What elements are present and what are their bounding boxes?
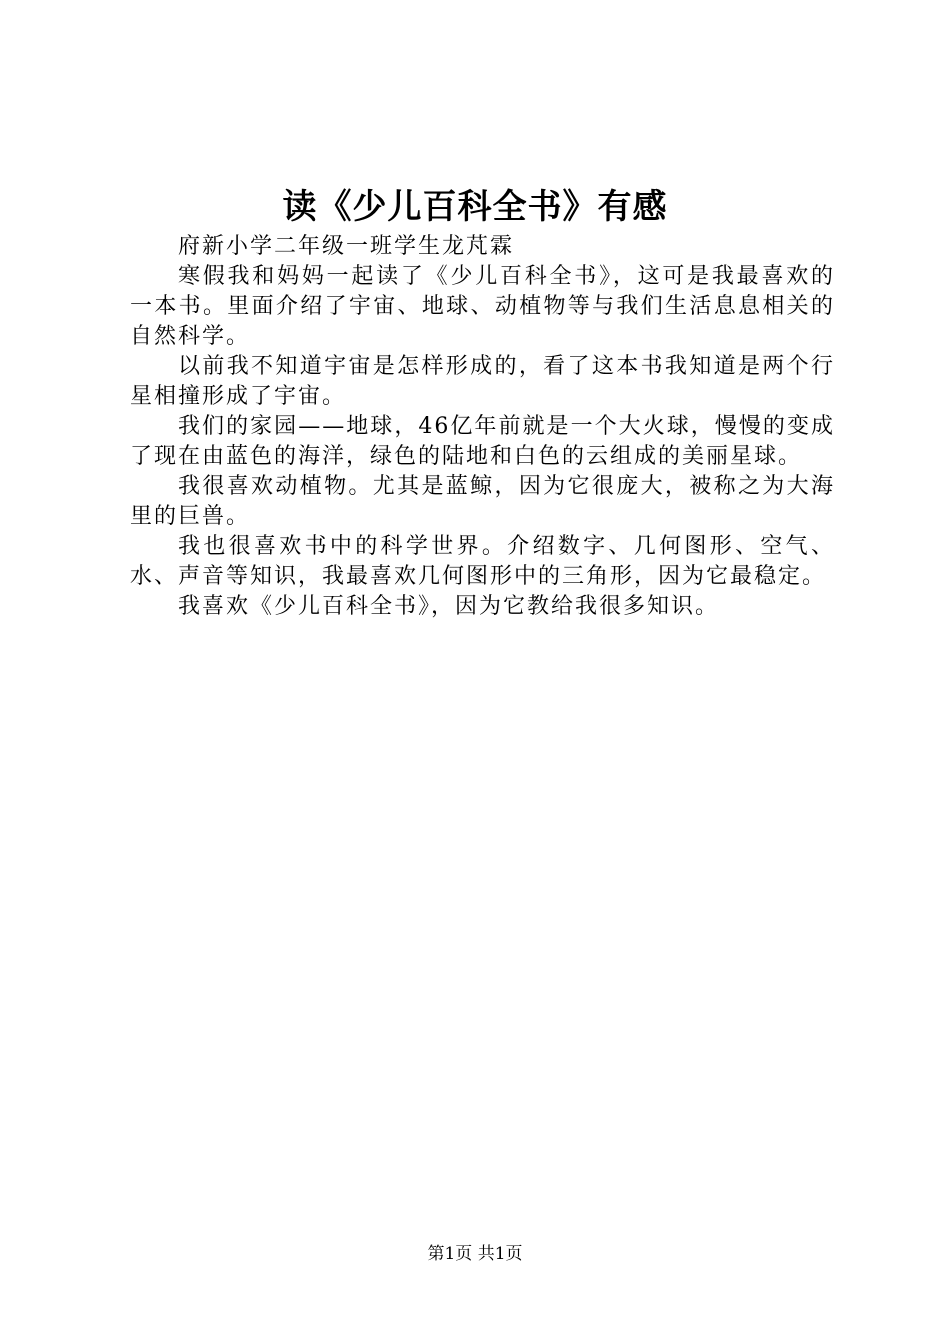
paragraph: 以前我不知道宇宙是怎样形成的，看了这本书我知道是两个行星相撞形成了宇宙。: [130, 354, 835, 409]
document-title: 读《少儿百科全书》有感: [282, 187, 668, 227]
paragraph: 我喜欢《少儿百科全书》，因为它教给我很多知识。: [178, 594, 720, 619]
document-body: [130, 232, 835, 622]
paragraph: 我很喜欢动植物。尤其是蓝鲸，因为它很庞大，被称之为大海里的巨兽。: [130, 474, 835, 529]
paragraph: 寒假我和妈妈一起读了《少儿百科全书》，这可是我最喜欢的一本书。里面介绍了宇宙、地球、动植物等与我们生活息息相关的自然科学。: [130, 264, 835, 349]
author-line: 府新小学二年级一班学生龙芃霖: [178, 234, 515, 259]
page-footer: 第1页 共1页: [427, 1244, 523, 1264]
paragraph: 我也很喜欢书中的科学世界。介绍数字、几何图形、空气、水、声音等知识，我最喜欢几何图形中的三角形，因为它最稳定。: [130, 534, 835, 589]
paragraph: 我们的家园——地球，46亿年前就是一个大火球，慢慢的变成了现在由蓝色的海洋，绿色的陆地和白色的云组成的美丽星球。: [130, 414, 835, 469]
